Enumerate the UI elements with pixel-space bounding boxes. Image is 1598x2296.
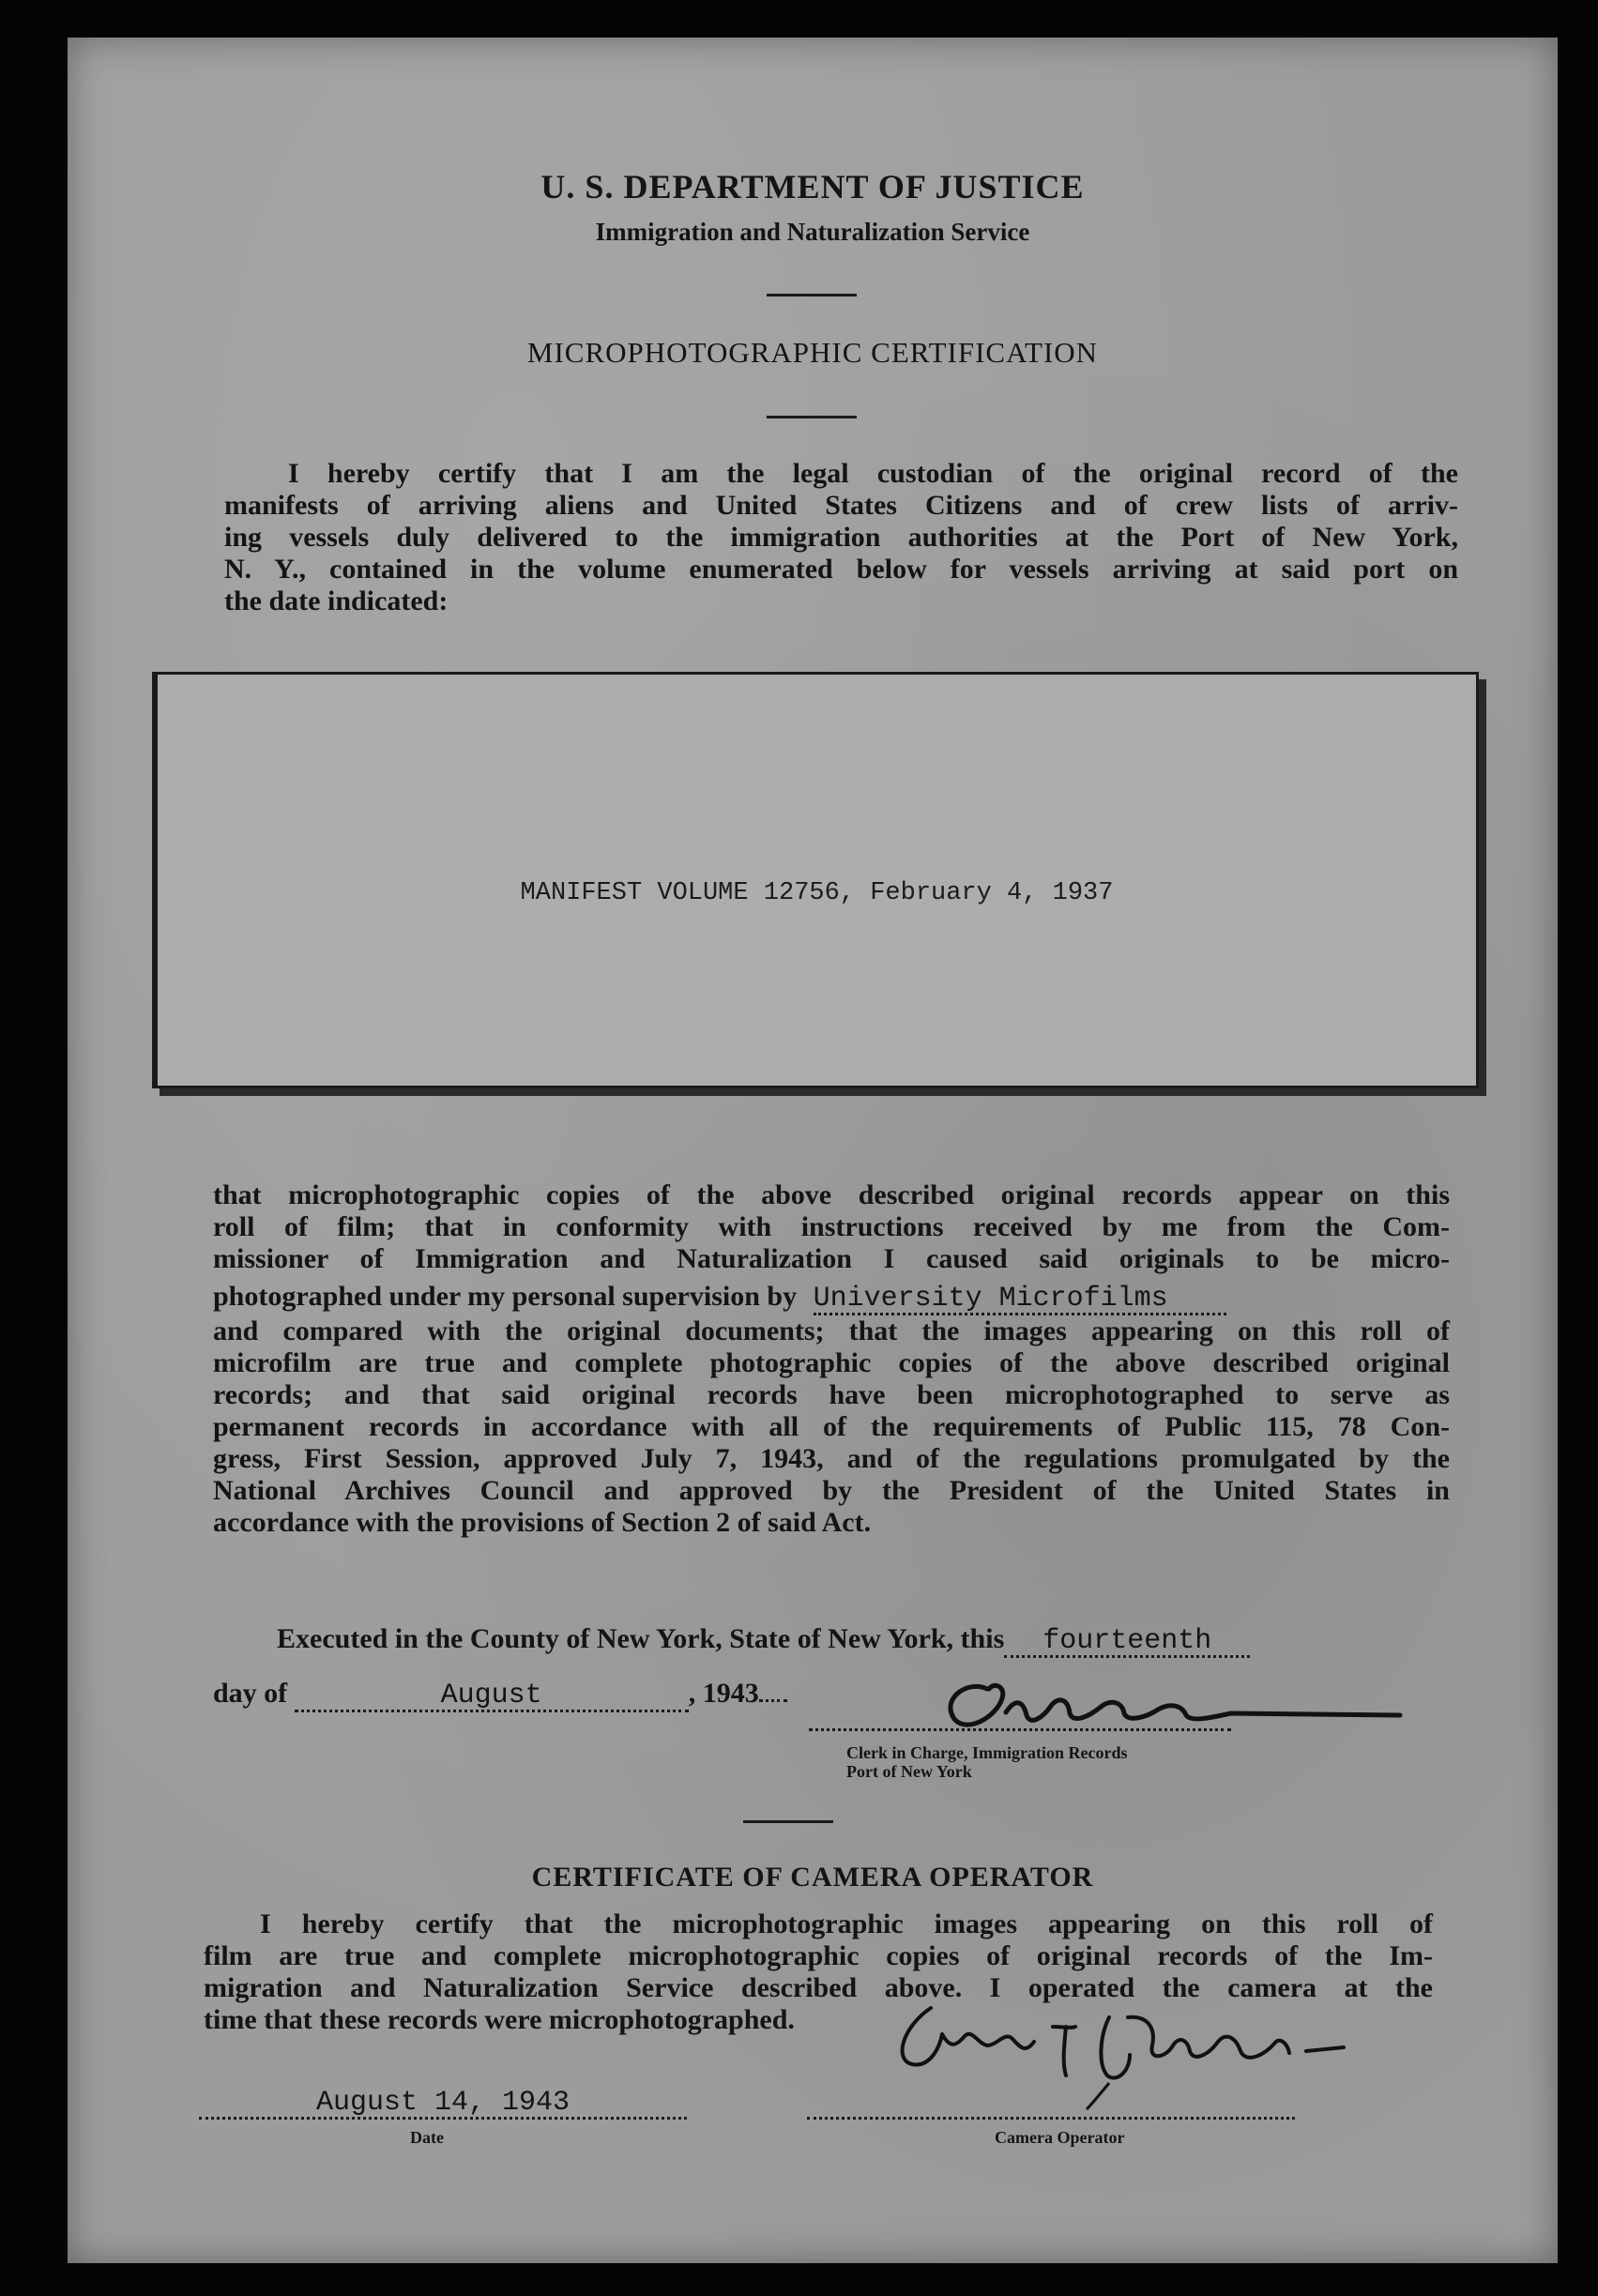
body-line: that microphotographic copies of the above described original records appear on this <box>213 1179 1450 1210</box>
divider <box>767 294 857 297</box>
divider <box>743 1820 833 1823</box>
day-field: fourteenth <box>1004 1627 1250 1658</box>
year-dots <box>759 1699 787 1702</box>
body-line: accordance with the provisions of Section 2 of said Act. <box>213 1507 872 1538</box>
camera-line: film are true and complete microphotographic copies of original records of the Im- <box>204 1940 1433 1971</box>
camera-line: time that these records were microphotographed. <box>204 2004 795 2035</box>
executed-line <box>277 1623 1250 1658</box>
supervisor-field: University Microfilms <box>814 1285 1226 1315</box>
manifest-volume-text: MANIFEST VOLUME 12756, February 4, 1937 <box>520 879 1114 907</box>
operator-signature-line <box>807 2115 1295 2120</box>
supervision-prefix: photographed under my personal supervision by <box>213 1281 798 1312</box>
service-subtitle: Immigration and Naturalization Service <box>595 218 1030 246</box>
date-field-wrap <box>199 2085 687 2120</box>
intro-line: the date indicated: <box>224 585 449 616</box>
certificate-page <box>68 38 1558 2263</box>
clerk-title-line: Clerk in Charge, Immigration Records <box>846 1743 1128 1762</box>
month-field: August <box>295 1681 689 1712</box>
clerk-signature <box>912 1661 1438 1745</box>
intro-line: N. Y., contained in the volume enumerated below for vessels arriving at said port on <box>224 554 1458 585</box>
manifest-slip <box>152 672 1479 1088</box>
supervision-line <box>213 1275 1450 1315</box>
body-paragraph <box>213 1179 1450 1539</box>
intro-line: ing vessels duly delivered to the immigration authorities at the Port of New York, <box>224 522 1458 553</box>
intro-paragraph <box>224 458 1458 617</box>
intro-line: I hereby certify that I am the legal custodian of the original record of the <box>288 458 1458 489</box>
camera-heading: CERTIFICATE OF CAMERA OPERATOR <box>531 1862 1094 1893</box>
camera-operator-label: Camera Operator <box>995 2128 1125 2147</box>
day-of-line <box>213 1678 787 1712</box>
date-field: August 14, 1943 <box>199 2089 687 2120</box>
body-line: gress, First Session, approved July 7, 1943, and of the regulations promulgated by the <box>213 1443 1450 1474</box>
body-line: National Archives Council and approved by the President of the United States in <box>213 1475 1450 1506</box>
body-line: missioner of Immigration and Naturalization I caused said originals to be micro- <box>213 1243 1450 1274</box>
camera-operator-signature <box>875 1989 1400 2111</box>
camera-line: I hereby certify that the microphotographic images appearing on this roll of <box>260 1908 1433 1939</box>
body-line: permanent records in accordance with all of the requirements of Public 115, 78 Con- <box>213 1411 1450 1442</box>
body-line: records; and that said original records have been microphotographed to serve as <box>213 1379 1450 1410</box>
department-title: U. S. DEPARTMENT OF JUSTICE <box>540 168 1085 205</box>
year-text: , 1943 <box>688 1678 759 1709</box>
date-label: Date <box>410 2128 444 2147</box>
clerk-title <box>846 1743 1127 1781</box>
camera-line: migration and Naturalization Service described above. I operated the camera at the <box>204 1972 1433 2003</box>
certification-heading: MICROPHOTOGRAPHIC CERTIFICATION <box>526 336 1099 369</box>
executed-prefix: Executed in the County of New York, State of New York, this <box>277 1623 1005 1654</box>
intro-line: manifests of arriving aliens and United States Citizens and of crew lists of arriv- <box>224 490 1458 521</box>
divider <box>767 416 857 418</box>
body-line: roll of film; that in conformity with instructions received by me from the Com- <box>213 1211 1450 1242</box>
day-of-label: day of <box>213 1678 288 1709</box>
body-line: and compared with the original documents; that the images appearing on this roll of <box>213 1315 1450 1346</box>
body-line: microfilm are true and complete photographic copies of the above described original <box>213 1347 1450 1378</box>
clerk-title-line: Port of New York <box>846 1762 972 1781</box>
